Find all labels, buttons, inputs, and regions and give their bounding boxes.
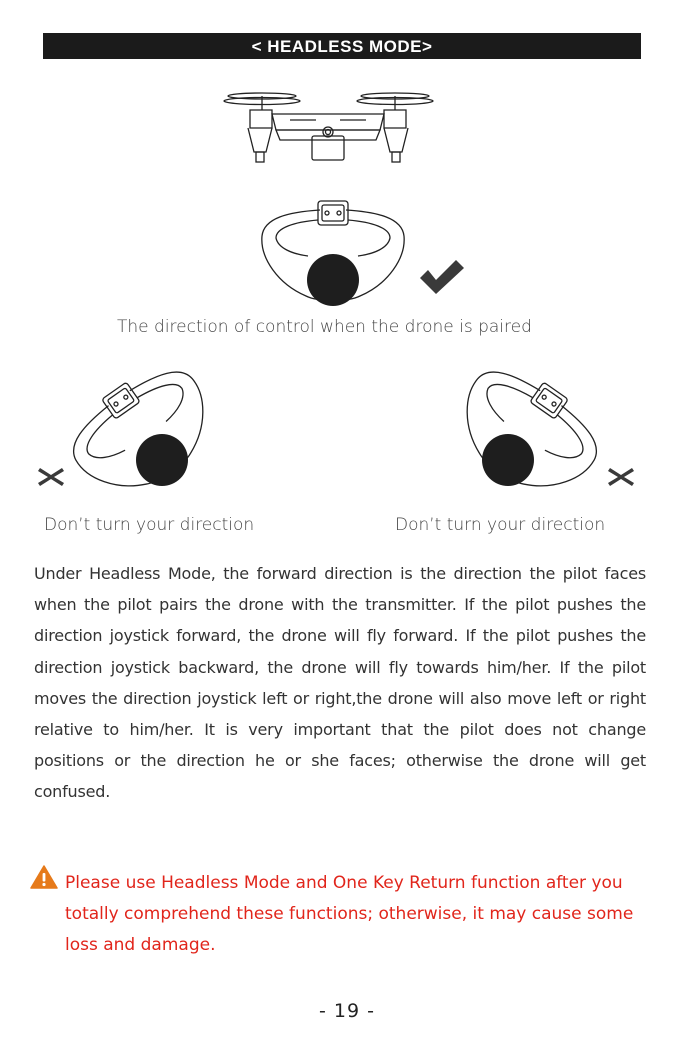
warning-triangle-icon — [30, 865, 58, 889]
pilot-turned-right-illustration — [450, 370, 600, 500]
page-number: - 19 - — [319, 1000, 375, 1022]
drone-illustration — [220, 88, 440, 170]
section-title-bar — [43, 33, 641, 59]
warning-text: Please use Headless Mode and One Key Return function after you totally comprehend these functions; otherwise, it may cause some loss and damage. — [65, 873, 634, 955]
pilot-facing-forward-illustration — [258, 196, 408, 308]
caption-right-wrong: Don’t turn your direction — [395, 515, 606, 535]
cross-icon — [607, 466, 635, 488]
cross-icon — [37, 466, 65, 488]
check-icon — [418, 258, 466, 296]
section-title: < HEADLESS MODE> — [251, 37, 433, 56]
caption-left-wrong: Don’t turn your direction — [44, 515, 255, 535]
pilot-turned-left-illustration — [70, 370, 220, 500]
caption-paired-direction: The direction of control when the drone is paired — [117, 317, 532, 337]
headless-mode-description: Under Headless Mode, the forward direction is the direction the pilot faces when the pilot pairs the drone with the transmitter. If the pilot pushes the direction joystick forward, the drone will fly forward. If the pilot pushes the direction joystick backward, the drone will fly towards him/her. If the pilot moves the direction joystick left or right,the drone will also move left or right relative to him/her. It is very important that the pilot does not change positions or the direction he or she faces; otherwise the drone will get confused. — [34, 564, 646, 802]
